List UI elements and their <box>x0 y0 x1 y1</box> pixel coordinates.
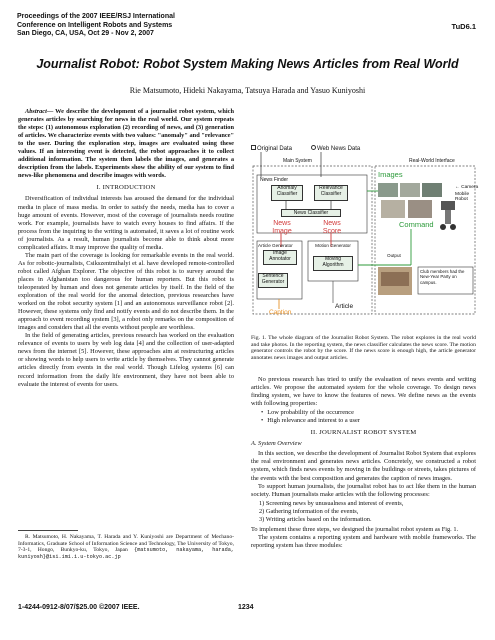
figure-caption: Fig. 1. The whole diagram of the Journalist Robot System. The robot explores in the real world and take photos. In the reporting system, the news classifier calculates the news score. The motion generator controls the robot by the score. If the news score is enough high, the article generator annotates news images and output articles. <box>251 335 476 362</box>
right-paragraph-3: To support human journalists, the journalist robot has to act like them in the human society. Human journalists make articles with the following processes: <box>251 482 476 498</box>
intro-paragraph-3: In the field of generating articles, previous research has worked on the evaluation relevance of events to users by web log data [4] and the collection of user-adapted news from the internet [5]. However, these approaches aim at restructuring articles or showing words to help users to write article by themselves. They cannot generate articles directly from events in the real world. Though Lifelog systems [6] can record information from the daily life environment, they have not been able to evaluate the interest of events for users. <box>18 332 234 388</box>
moving-algorithm-box: Moving Algorithm <box>313 256 353 271</box>
left-column <box>18 108 234 389</box>
relevance-classifier-box: Relevance Classifier <box>314 185 348 201</box>
camera-label: ← Camera <box>455 185 479 190</box>
header-line-2: Conference on Intelligent Robots and Systems <box>17 21 173 29</box>
figure-diagram <box>251 143 477 326</box>
news-classifier-box: News Classifier <box>281 209 341 217</box>
output-caption-text: Club members had the New-Year Party on campus. <box>420 269 465 285</box>
list-item: 3) Writing articles based on the information. <box>259 515 372 523</box>
command-label: Command <box>399 220 434 229</box>
list-item: • Low probability of the occurrence <box>261 409 476 417</box>
arrow-icon: ← <box>455 185 460 190</box>
news-image-label: News Image <box>272 220 292 235</box>
output-label: Output <box>387 253 401 258</box>
conference-header <box>17 13 175 39</box>
subsection-heading-system-overview: A. System Overview <box>251 440 302 448</box>
section-heading-journalist-robot-system: II. JOURNALIST ROBOT SYSTEM <box>310 429 417 437</box>
images-label: Images <box>378 170 403 179</box>
caption-label: Caption <box>269 309 292 316</box>
page-number: 1234 <box>238 604 254 611</box>
web-news-data-label: Web News Data <box>311 145 360 152</box>
anomaly-classifier-box: Anomaly Classifier <box>271 185 303 201</box>
paper-title: Journalist Robot: Robot System Making News Articles from Real World <box>36 57 459 71</box>
right-paragraph-4: To implement these three steps, we designed the journalist robot system as Fig. 1. <box>251 525 459 533</box>
abstract-text: — We describe the development of a journalist robot system, which generates articles by searching for news in the real world. Our system repeats the steps: (1) autonomous exploration (2) recording of news, and (3) generation of articles. We characterize events with two values: "anomaly" and "relevance" to the user. During the exploration step, images are evaluated using these values. If an interesting event is detected, the robot approaches it to collect additional information. The system then labels the images, and generates a description from the labels. Experiments show the ability of our system to find news-like phenomena and describe images with words. <box>18 108 234 180</box>
right-paragraph-2: In this section, we describe the development of Journalist Robot System that explores the real environment and generates news articles. Concretely, we constructed a robot system, which finds news events by moving in the buildings or streets, takes pictures of the events with the best composition and generates the caption of news images. <box>251 450 476 482</box>
right-paragraph-1: No previous research has tried to unify the evaluation of news events and writing articles. We propose the automated system for the whole coverage. To design news finding system, we have to know the features of news. We define news as the events with following properties: <box>251 376 476 408</box>
list-item: 2) Gathering information of the events, <box>259 507 359 515</box>
paper-authors: Rie Matsumoto, Hideki Nakayama, Tatsuya Harada and Yasuo Kuniyoshi <box>129 86 366 95</box>
list-item: • High relevance and interest to a user <box>261 417 476 425</box>
news-score-label: News Score <box>322 220 342 235</box>
mobile-robot-label: Mobile Robot <box>455 192 470 203</box>
header-line-1: Proceedings of the 2007 IEEE/RSJ International <box>17 13 175 20</box>
image-annotator-box: Image Annotator <box>263 250 297 265</box>
article-label: Article <box>335 303 354 310</box>
original-data-label: Original Data <box>251 145 292 152</box>
globe-icon <box>311 145 316 150</box>
news-properties-list <box>261 409 476 425</box>
real-world-interface-label: Real-World Interface <box>409 158 455 164</box>
motion-generator-label: Motion Generator <box>315 243 351 248</box>
abstract <box>18 108 234 180</box>
isbn-copyright: 1-4244-0912-8/07/$25.00 ©2007 IEEE. <box>18 604 140 611</box>
footnote-emails: {matsumoto, nakayama, harada, kuniyosh}@isi.imi.i.u-tokyo.ac.jp <box>18 547 234 560</box>
footnote-text: R. Matsumoto, H. Nakayama, T. Harada and Y. Kuniyoshi are Department of Mechano-Informatics, Graduate School of Information Science and Technology, The University of Tokyo, 7-3-1, Hongo, Bunkyo-ku, Tokyo, Japan <box>18 534 234 554</box>
session-id: TuD6.1 <box>451 22 476 31</box>
sentence-generator-box: Sentence Generator <box>258 273 288 288</box>
checkbox-icon <box>251 145 256 150</box>
intro-paragraph-2: The main part of the coverage is looking for remarkable events in the real world. As for robotic-journalists, Csikszentmihalyi et al. have developed remote-controlled robot called Afghan Explorer. The objective of this robot is to survey around the places in Afghanistan too dangerous for human reporters. But this robot is teleoperated by human and does not generate articles by itself. In the field of the exploration of the real world for the anomal detection, previous researches have worked on the robot security system [1] and an autonomous surveillance robot [2]. However, these systems only find and notify events and do not describe them. In the approach to event recording system [3], a robot only remarks on the composition of images and considers that all the events without people are worthless. <box>18 251 234 332</box>
intro-paragraph-1: Diversification of individual interests has aroused the demand for the individual media in place of mass media. In order to satisfy the needs, media has to cover a huge amount of events. However, most of the coverage of journalists needs routine work. For example, journalists have to watch every houses to find affairs. If the process from the inquiring to the writing is automated, it saves a lot of routine work of journalists. As a result, human journalists become able to think about more complicated affairs. It may improve the quality of media. <box>18 195 234 251</box>
main-system-label: Main System <box>283 158 312 164</box>
right-column <box>251 376 476 550</box>
right-paragraph-5: The system contains a reporting system and hardware with mobile frameworks. The reporting system has three modules: <box>251 533 476 549</box>
header-line-3: San Diego, CA, USA, Oct 29 - Nov 2, 2007 <box>17 30 154 37</box>
abstract-lead: Abstract <box>25 108 47 115</box>
list-item: 1) Screening news by unusualness and interest of events, <box>259 499 404 507</box>
footnote-rule <box>18 530 78 531</box>
process-steps-list <box>259 500 476 524</box>
article-generator-label: Article Generator <box>258 243 293 248</box>
footnote <box>18 534 234 560</box>
news-finder-label: News Finder <box>260 177 289 183</box>
section-heading-introduction: I. INTRODUCTION <box>96 184 156 192</box>
